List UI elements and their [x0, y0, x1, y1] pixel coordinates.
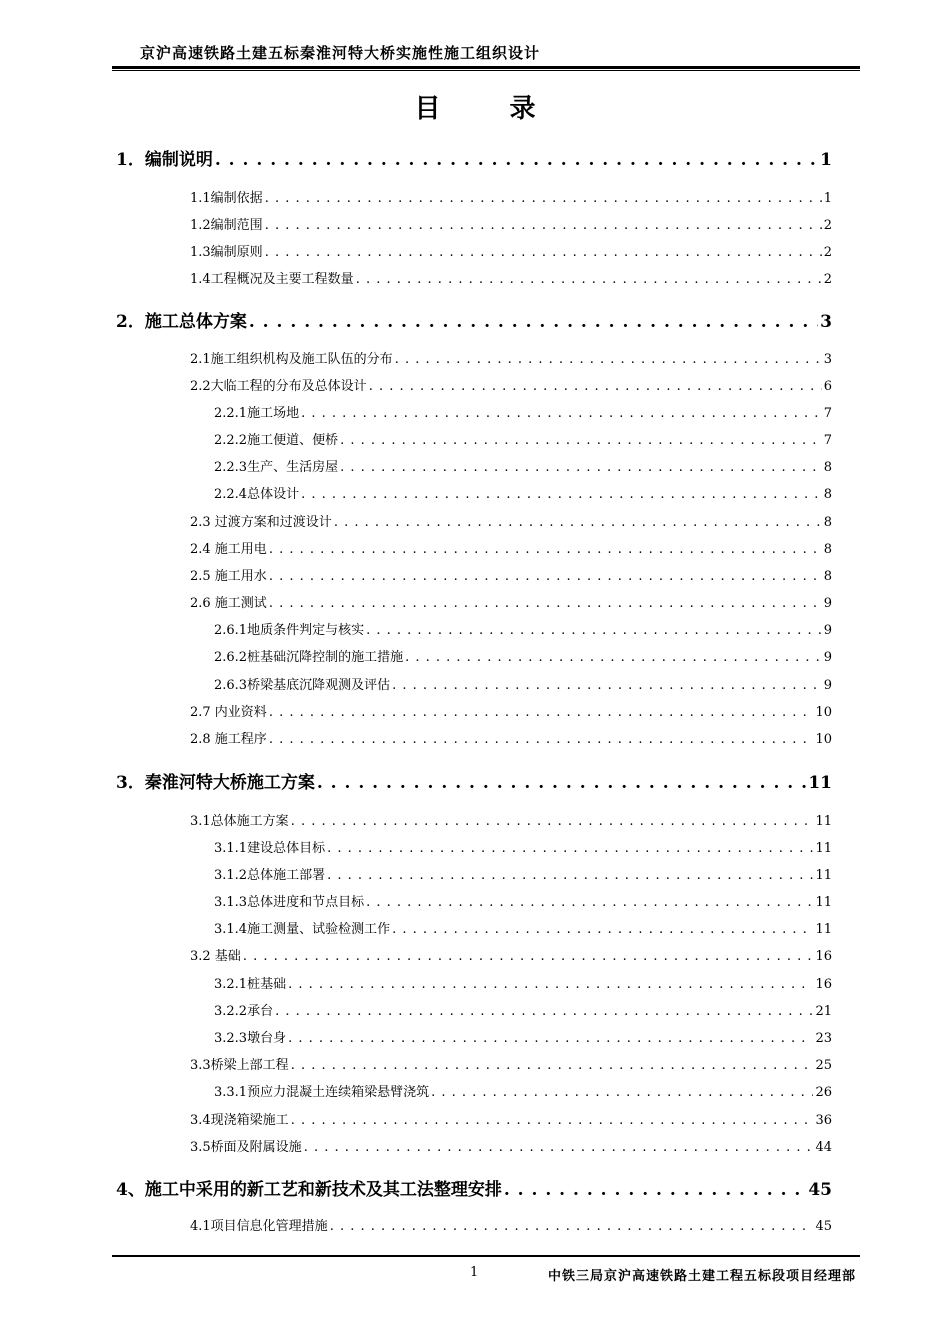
toc-entry-level3[interactable] [214, 891, 832, 909]
toc-leader-dots [340, 460, 822, 475]
toc-entry-level1[interactable] [116, 145, 832, 169]
toc-leader-dots [366, 895, 813, 910]
toc-entry-level2[interactable] [190, 1109, 832, 1127]
toc-entry-title: 3.1.3总体进度和节点目标 [214, 895, 365, 910]
toc-entry-level3[interactable] [214, 483, 832, 501]
toc-entry-page: 11 [815, 814, 832, 829]
toc-leader-dots [269, 705, 814, 720]
toc-entry-level1[interactable] [116, 307, 832, 331]
toc-entry-title: 3.1.2总体施工部署 [214, 868, 326, 883]
toc-leader-dots [275, 1004, 813, 1019]
toc-leader-dots [291, 814, 814, 829]
toc-entry-title: 3.2.3墩台身 [214, 1031, 287, 1046]
toc-entry-level1[interactable] [116, 1175, 832, 1199]
toc-entry-title: 2.2.1施工场地 [214, 406, 300, 421]
toc-entry-page: 11 [815, 841, 832, 856]
toc-entry-level3[interactable] [214, 864, 832, 882]
toc-entry-level3[interactable] [214, 429, 832, 447]
toc-entry-level2[interactable] [190, 511, 832, 529]
toc-entry-page: 16 [815, 977, 832, 992]
footer-rule [112, 1255, 860, 1257]
toc-entry-title: 2.2大临工程的分布及总体设计 [190, 379, 367, 394]
toc-leader-dots [265, 191, 822, 206]
toc-entry-level2[interactable] [190, 348, 832, 366]
toc-entry-title: 2.6.2桩基础沉降控制的施工措施 [214, 650, 404, 665]
toc-entry-title: 3.4现浇箱梁施工 [190, 1113, 289, 1128]
toc-leader-dots [301, 406, 822, 421]
toc-entry-page: 11 [815, 895, 832, 910]
toc-entry-page: 8 [823, 460, 832, 475]
toc-entry-page: 45 [815, 1219, 832, 1234]
toc-entry-page: 36 [815, 1113, 832, 1128]
toc-leader-dots [431, 1085, 813, 1100]
toc-entry-title: 4、施工中采用的新工艺和新技术及其工法整理安排 [116, 1180, 502, 1200]
toc-entry-level2[interactable] [190, 565, 832, 583]
toc-leader-dots [395, 352, 822, 367]
toc-entry-page: 2 [823, 245, 832, 260]
toc-entry-page: 9 [823, 623, 832, 638]
toc-leader-dots [366, 623, 822, 638]
toc-leader-dots [392, 678, 822, 693]
toc-entry-level2[interactable] [190, 241, 832, 259]
toc-entry-level2[interactable] [190, 187, 832, 205]
toc-entry-title: 2．施工总体方案 [116, 312, 247, 332]
toc-entry-level2[interactable] [190, 1136, 832, 1154]
toc-entry-page: 16 [815, 949, 832, 964]
toc-leader-dots [317, 773, 807, 793]
toc-entry-title: 2.2.2施工便道、便桥 [214, 433, 339, 448]
toc-entry-level3[interactable] [214, 456, 832, 474]
toc-leader-dots [392, 922, 813, 937]
toc-entry-level3[interactable] [214, 1027, 832, 1045]
toc-entry-level3[interactable] [214, 402, 832, 420]
toc-leader-dots [291, 1113, 814, 1128]
toc-leader-dots [340, 433, 822, 448]
footer-page-number: 1 [470, 1265, 479, 1280]
toc-entry-page: 9 [823, 678, 832, 693]
toc-entry-level3[interactable] [214, 837, 832, 855]
toc-entry-level3[interactable] [214, 674, 832, 692]
toc-entry-title: 1.1编制依据 [190, 191, 263, 206]
toc-leader-dots [269, 732, 814, 747]
toc-entry-page: 8 [823, 487, 832, 502]
toc-entry-level2[interactable] [190, 1054, 832, 1072]
toc-entry-title: 3.2.1桩基础 [214, 977, 287, 992]
header-title: 京沪高速铁路土建五标秦淮河特大桥实施性施工组织设计 [140, 44, 541, 62]
toc-entry-page: 2 [823, 272, 832, 287]
toc-entry-page: 3 [823, 352, 832, 367]
toc-entry-title: 3.2 基础 [190, 949, 241, 964]
toc-entry-title: 1.4工程概况及主要工程数量 [190, 272, 354, 287]
footer-organization: 中铁三局京沪高速铁路土建工程五标段项目经理部 [547, 1269, 856, 1284]
toc-leader-dots [291, 1058, 814, 1073]
toc-leader-dots [288, 1031, 813, 1046]
toc-leader-dots [269, 542, 822, 557]
toc-entry-page: 11 [808, 773, 832, 793]
toc-entry-page: 44 [815, 1140, 832, 1155]
toc-entry-page: 6 [823, 379, 832, 394]
toc-entry-title: 2.6 施工测试 [190, 596, 267, 611]
toc-entry-title: 2.6.1地质条件判定与核实 [214, 623, 365, 638]
toc-entry-level2[interactable] [190, 728, 832, 746]
toc-leader-dots [243, 949, 814, 964]
toc-leader-dots [330, 1219, 814, 1234]
toc-entry-page: 2 [823, 218, 832, 233]
toc-leader-dots [265, 245, 822, 260]
toc-leader-dots [269, 569, 822, 584]
toc-entry-page: 25 [815, 1058, 832, 1073]
toc-title: 目 录 [414, 94, 566, 124]
toc-entry-level2[interactable] [190, 1215, 832, 1233]
toc-entry-title: 3.1总体施工方案 [190, 814, 289, 829]
toc-entry-page: 9 [823, 650, 832, 665]
toc-leader-dots [304, 1140, 814, 1155]
toc-entry-page: 10 [815, 732, 832, 747]
toc-entry-page: 11 [815, 868, 832, 883]
toc-leader-dots [265, 218, 822, 233]
toc-entry-title: 3.2.2承台 [214, 1004, 274, 1019]
toc-entry-title: 1．编制说明 [116, 150, 213, 170]
toc-entry-page: 7 [823, 406, 832, 421]
toc-entry-level3[interactable] [214, 619, 832, 637]
toc-entry-title: 2.2.3生产、生活房屋 [214, 460, 339, 475]
toc-entry-level3[interactable] [214, 918, 832, 936]
toc-entry-title: 2.6.3桥梁基底沉降观测及评估 [214, 678, 391, 693]
toc-entry-page: 23 [815, 1031, 832, 1046]
toc-leader-dots [356, 272, 822, 287]
toc-entry-level2[interactable] [190, 592, 832, 610]
toc-entry-level2[interactable] [190, 810, 832, 828]
toc-entry-title: 4.1项目信息化管理措施 [190, 1219, 328, 1234]
toc-entry-title: 2.7 内业资料 [190, 705, 267, 720]
toc-entry-title: 2.8 施工程序 [190, 732, 267, 747]
toc-leader-dots [334, 515, 822, 530]
toc-entry-level2[interactable] [190, 945, 832, 963]
toc-entry-title: 1.3编制原则 [190, 245, 263, 260]
toc-entry-title: 2.3 过渡方案和过渡设计 [190, 515, 332, 530]
toc-entry-page: 26 [815, 1085, 832, 1100]
toc-leader-dots [269, 596, 822, 611]
toc-leader-dots [215, 150, 818, 170]
toc-entry-page: 9 [823, 596, 832, 611]
toc-entry-page: 8 [823, 542, 832, 557]
toc-entry-title: 3.5桥面及附属设施 [190, 1140, 302, 1155]
toc-entry-level3[interactable] [214, 646, 832, 664]
toc-entry-level2[interactable] [190, 214, 832, 232]
toc-entry-page: 1 [820, 150, 832, 170]
toc-entry-page: 7 [823, 433, 832, 448]
toc-entry-page: 11 [815, 922, 832, 937]
toc-entry-title: 2.1施工组织机构及施工队伍的分布 [190, 352, 393, 367]
toc-leader-dots [327, 868, 813, 883]
toc-entry-level3[interactable] [214, 973, 832, 991]
toc-entry-level2[interactable] [190, 375, 832, 393]
toc-entry-page: 10 [815, 705, 832, 720]
toc-entry-page: 1 [823, 191, 832, 206]
toc-entry-page: 21 [815, 1004, 832, 1019]
toc-leader-dots [369, 379, 822, 394]
toc-entry-level1[interactable] [116, 768, 832, 792]
toc-entry-title: 3.3桥梁上部工程 [190, 1058, 289, 1073]
toc-entry-title: 3.3.1预应力混凝土连续箱梁悬臂浇筑 [214, 1085, 430, 1100]
toc-entry-title: 2.4 施工用电 [190, 542, 267, 557]
toc-leader-dots [288, 977, 813, 992]
toc-entry-level2[interactable] [190, 701, 832, 719]
toc-entry-page: 45 [808, 1180, 832, 1200]
toc-entry-page: 8 [823, 569, 832, 584]
toc-entry-title: 2.2.4总体设计 [214, 487, 300, 502]
toc-entry-title: 3.1.1建设总体目标 [214, 841, 326, 856]
toc-leader-dots [327, 841, 813, 856]
toc-entry-level2[interactable] [190, 538, 832, 556]
toc-entry-title: 3.1.4施工测量、试验检测工作 [214, 922, 391, 937]
toc-entry-title: 1.2编制范围 [190, 218, 263, 233]
toc-leader-dots [504, 1180, 807, 1200]
toc-entry-title: 2.5 施工用水 [190, 569, 267, 584]
toc-entry-page: 8 [823, 515, 832, 530]
toc-entry-level3[interactable] [214, 1081, 832, 1099]
toc-entry-title: 3．秦淮河特大桥施工方案 [116, 773, 315, 793]
toc-leader-dots [405, 650, 822, 665]
toc-entry-page: 3 [820, 312, 832, 332]
toc-entry-level3[interactable] [214, 1000, 832, 1018]
toc-leader-dots [249, 312, 818, 332]
toc-entry-level2[interactable] [190, 268, 832, 286]
toc-leader-dots [301, 487, 822, 502]
